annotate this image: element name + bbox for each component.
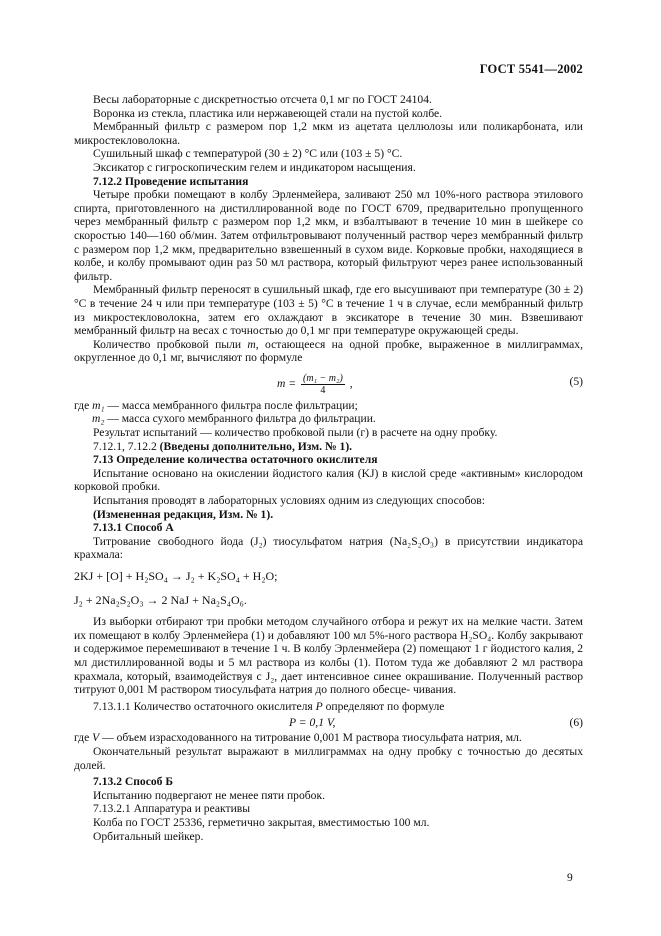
formula-6 (74, 715, 583, 731)
paragraph: Четыре пробки помещают в колбу Эрленмейера, заливают 250 мл 10%-ного раствора этилового спирта, приготовленного на дистиллированной воде по ГОСТ 6709, предварительно пропущенного через мембранный фильтр с размером пор 1,2 мкм, и взбалтывают в течение 10 мин в шейкере со скоростью 140—160 об/мин. Затем отфильтровывают полученный раствор через мембранный фильтр с размером пор 1,2 мкм, предварительно взвешенный в сухом виде. Корковые пробки, находящиеся в колбе, и колбу промывают один раз 50 мл раствора, который фильтруют через ранее использованный фильтр. (74, 188, 583, 283)
paragraph: Мембранный фильтр переносят в сушильный шкаф, где его высушивают при температуре (30 ± 2) °С в течение 24 ч или при температуре (103 ± 5) °С в течение 1 ч в случае, если мембранный фильтр из микростекловолокна, затем его охлаждают в эксикаторе в течение 30 мин. Взвешивают мембранный фильтр на весах с точностью до 0,1 мг при температуре окружающей среды. (74, 283, 583, 338)
paragraph: Титрование свободного йода (J₂) тиосульфатом натрия (Na₂S₂O₃) в присутствии индикатора крахмала: (74, 534, 583, 562)
amendment-note: 7.12.1, 7.12.2 (Введены дополнительно, Изм. № 1). (93, 439, 353, 453)
formula-5-number: (5) (569, 374, 583, 388)
definition-v: где V — объем израсходованного на титрование 0,001 М раствора тиосульфата натрия, мл. (74, 731, 522, 745)
formula-6-expression: P = 0,1 V, (289, 716, 336, 730)
definition-m2: m₂ — масса сухого мембранного фильтра до фильтрации. (92, 412, 376, 426)
paragraph: Весы лабораторные с дискретностью отсчета 0,1 мг по ГОСТ 24104. (93, 93, 432, 106)
paragraph: 7.13.1.1 Количество остаточного окислителя P определяют по формуле (93, 699, 445, 713)
paragraph: Результат испытаний — количество пробковой пыли (г) в расчете на одну пробку. (93, 426, 498, 440)
paragraph: Колба по ГОСТ 25336, герметично закрытая, вместимостью 100 мл. (93, 815, 430, 829)
paragraph: Окончательный результат выражают в миллиграммах на одну пробку с точностью до десятых долей. (74, 744, 583, 772)
variable-m: m (247, 337, 256, 351)
section-heading-7-13-1: 7.13.1 Способ А (93, 521, 174, 535)
subsection-heading-7-13-2-1: 7.13.2.1 Аппаратура и реактивы (93, 802, 251, 816)
formula-5-denominator: 4 (320, 384, 326, 396)
paragraph: Воронка из стекла, пластика или нержавеющей стали на пустой колбе. (93, 106, 443, 120)
formula-6-number: (6) (569, 716, 583, 730)
formula-5-fraction (301, 373, 345, 396)
formula-5-numerator: (m₁ − m₂) (303, 372, 343, 384)
section-heading-7-13: 7.13 Определение количества остаточного окислителя (93, 453, 378, 467)
section-heading-7-13-2: 7.13.2 Способ Б (93, 775, 174, 789)
section-heading-7-12-2: 7.12.2 Проведение испытания (93, 174, 249, 188)
paragraph: Испытание основано на окислении йодистого калия (KJ) в кислой среде «активным» кислородом корковой пробки. (74, 466, 583, 494)
reaction-equation-1: 2KJ + [O] + H₂SO₄ → J₂ + K₂SO₄ + H₂O; (74, 569, 278, 583)
amendment-note: (Измененная редакция, Изм. № 1). (93, 507, 274, 521)
paragraph: Орбитальный шейкер. (93, 829, 204, 843)
definition-m1: где m₁ — масса мембранного фильтра после фильтрации; (74, 398, 358, 412)
document-header: ГОСТ 5541—2002 (479, 62, 583, 76)
page-number: 9 (567, 872, 573, 884)
formula-5-lhs: m = (277, 377, 297, 391)
paragraph: Из выборки отбирают три пробки методом случайного отбора и режут их на мелкие части. Затем их помещают в колбу Эрленмейера (1) и добавляют 100 мл 5%-ного раствора H₂SO₄. Колбу закрывают и содержимое перемешивают в течение 1 ч. В колбу Эрленмейера (2) помещают 1 г йодистого калия, 2 мл дистиллированной воды и 5 мл раствора из колбы (1). Потом туда же добавляют 2 мл раствора крахмала, который, взаимодействуя с J₂, дает интенсивное синее окрашивание. Полученный раствор титруют 0,001 М раствором тиосульфата натрия до полного обесце- чивания. (74, 615, 583, 697)
paragraph: Испытания проводят в лабораторных условиях одним из следующих способов: (93, 494, 485, 508)
paragraph: Сушильный шкаф с температурой (30 ± 2) °С или (103 ± 5) °С. (93, 147, 403, 161)
page-body (74, 93, 583, 843)
reaction-equation-2: J₂ + 2Na₂S₂O₃ → 2 NaJ + Na₂S₄O₆. (74, 592, 247, 607)
paragraph: Испытанию подвергают не менее пяти пробок. (93, 788, 325, 802)
paragraph: Количество пробковой пыли m, остающееся на одной пробке, выраженное в миллиграммах, округленное до 0,1 мг, вычисляют по формуле (74, 337, 583, 365)
paragraph: Эксикатор с гигроскопическим гелем и индикатором насыщения. (93, 160, 416, 174)
paragraph: Мембранный фильтр с размером пор 1,2 мкм из ацетата целлюлозы или поликарбоната, или микростекловолокна. (74, 120, 583, 147)
formula-5: m = $\frac{\text{(m₁ − m₂)}}{4}$ , (5) (277, 372, 583, 396)
